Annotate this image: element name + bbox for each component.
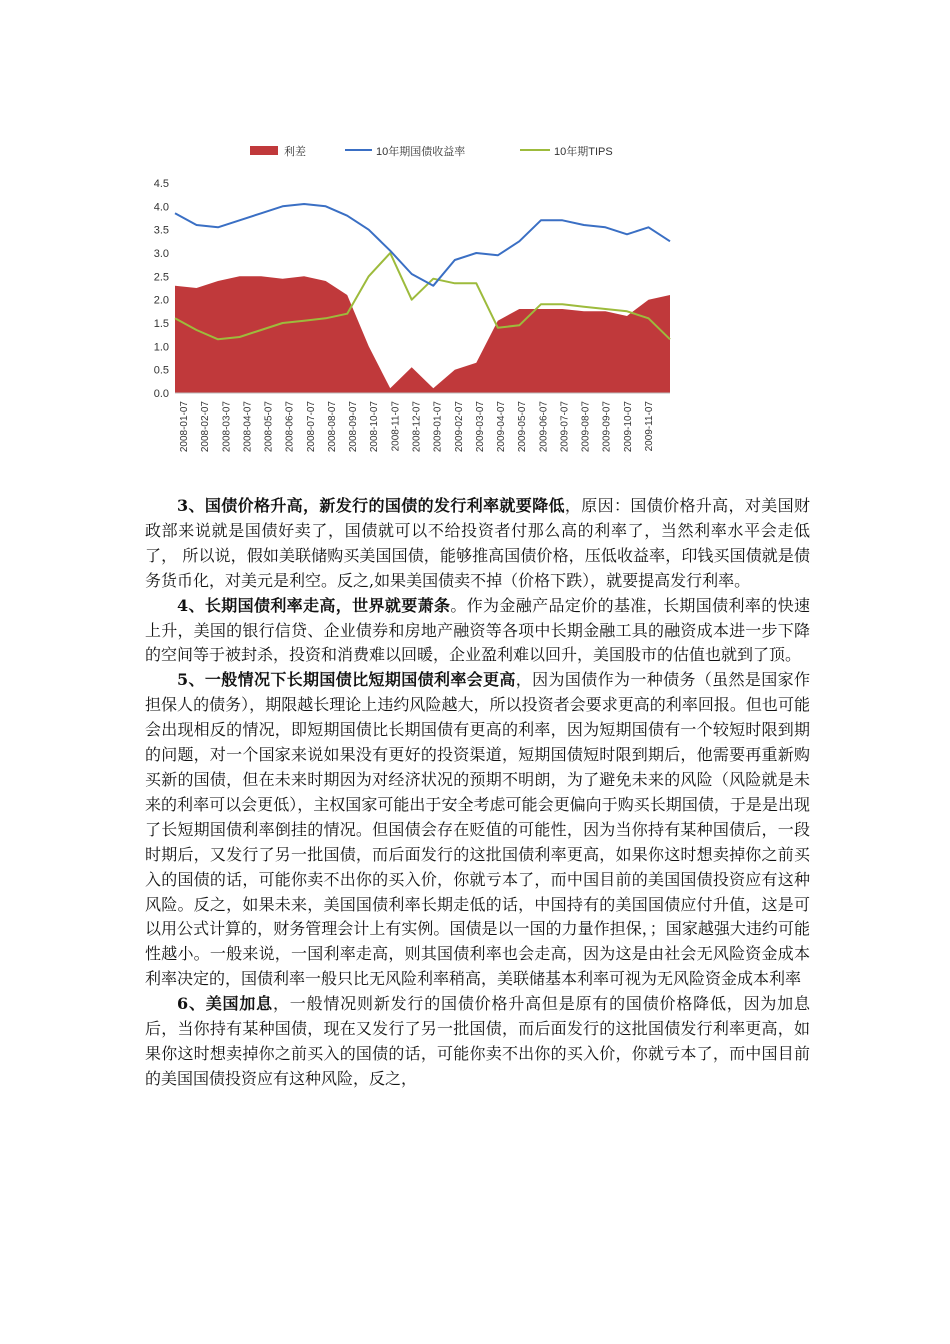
paragraph-6 [145,992,810,1092]
paragraph-5 [145,668,810,992]
x-tick-label: 2009-10-07 [622,401,634,453]
paragraph-6-heading: 6、美国加息 [177,994,273,1014]
paragraph-5-text: ，因为国债作为一种债务（虽然是国家作担保人的债务），期限越长理论上违约风险越大，所以投资者会要求更高的利率回报。但也可能会出现相反的情况，即短期国债比长期国债有更高的利率，因为短期国债有一个较短时限到期的问题，对一个国家来说如果没有更好的投资渠道，短期国债短时限到期后，他需要再重新购买新的国债，但在未来时期因为对经济状况的预期不明朗，为了避免未来的风险（风险就是未来的利率可以会更低），主权国家可能出于安全考虑可能会更偏向于购买长期国债，于是是出现了长短期国债利率倒挂的情况。但国债会存在贬值的可能性，因为当你持有某种国债后，一段时期后，又发行了另一批国债，而后面发行的这批国债利率更高，如果你这时想卖掉你之前买入的国债的话，可能你卖不出你的买入价，你就亏本了，而中国目前的美国国债投资应有这种风险。反之，如果未来，美国国债利率长期走低的话，中国持有的美国国债应付升值，这是可以用公式计算的，财务管理会计上有实例。国债是以一国的力量作担保，；国家越强大违约可能性越小。一般来说，一国利率走高，则其国债利率也会走高，因为这是由社会无风险资金成本利率决定的，国债利率一般只比无风险利率稍高，美联储基本利率可视为无风险资金成本利率 [145,670,810,989]
paragraph-4-text: 。作为金融产品定价的基准，长期国债利率的快速上升，美国的银行信贷、企业债券和房地产融资等各项中长期金融工具的融资成本进一步下降的空间等于被封杀，投资和消费难以回暖，企业盈利难以回升，美国股市的估值也就到了顶。 [145,595,810,665]
plot-area [175,204,670,393]
chart-legend [250,144,613,158]
x-tick-label: 2008-04-07 [242,401,254,453]
series-line-nominal [175,204,670,286]
y-tick-label: 2.5 [153,271,169,284]
y-tick-label: 3.0 [153,248,169,260]
x-tick-label: 2008-09-07 [348,401,360,453]
yield-spread-chart [140,138,695,478]
paragraph-6-text: ，一般情况则新发行的国债价格升高但是原有的国债价格降低，因为加息后，当你持有某种国债，现在又发行了另一批国债，而后面发行的这批国债发行利率更高，如果你这时想卖掉你之前买入的国债的话，可能你卖不出你的买入价，你就亏本了，而中国目前的美国国债投资应有这种风险，反之， [145,994,810,1088]
paragraph-4 [145,594,810,669]
x-tick-label: 2009-11-07 [644,401,655,452]
x-tick-label: 2008-11-07 [390,401,402,452]
y-tick-label: 0.0 [153,388,169,400]
x-tick-label: 2008-06-07 [284,401,296,453]
x-tick-label: 2009-06-07 [538,401,550,453]
y-axis [154,178,169,400]
paragraph-3-text: ，原因：国债价格升高，对美国财政部来说就是国债好卖了，国债就可以不给投资者付那么高的利率了，当然利率水平会走低了， 所以说，假如美联储购买美国国债，能够推高国债价格，压低收益率，印钱买国债就是债务货币化，对美元是利空。反之,如果美国债卖不掉（价格下跌），就要提高发行利率。 [145,496,810,590]
y-tick-label: 4.0 [153,201,169,214]
legend-label-tips: 10年期TIPS [554,146,613,158]
x-tick-label: 2008-01-07 [179,401,190,453]
y-tick-label: 2.0 [153,294,169,307]
x-tick-label: 2009-03-07 [474,401,486,453]
x-tick-label: 2008-12-07 [411,401,423,453]
y-tick-label: 4.5 [153,178,169,190]
x-axis [179,401,655,453]
x-tick-label: 2009-01-07 [432,401,444,453]
x-tick-label: 2008-03-07 [221,401,233,453]
legend-label-spread: 利差 [284,146,306,158]
legend-swatch-spread [250,146,278,155]
y-tick-label: 3.5 [153,224,169,237]
x-tick-label: 2009-07-07 [559,401,571,453]
x-tick-label: 2009-08-07 [580,401,592,453]
article-body [145,494,810,1092]
x-tick-label: 2008-07-07 [305,401,317,453]
paragraph-5-heading: 5、一般情况下长期国债比短期国债利率会更高 [177,670,516,690]
paragraph-3 [145,494,810,594]
y-tick-label: 0.5 [153,364,169,377]
x-tick-label: 2009-09-07 [601,401,613,453]
x-tick-label: 2009-02-07 [453,401,465,453]
paragraph-4-heading: 4、长期国债利率走高，世界就要萧条 [177,595,451,615]
x-tick-label: 2008-10-07 [369,401,381,453]
paragraph-3-heading: 3、国债价格升高，新发行的国债的发行利率就要降低 [177,496,565,515]
x-tick-label: 2008-05-07 [263,401,275,453]
x-tick-label: 2008-02-07 [200,401,212,453]
legend-label-nominal: 10年期国债收益率 [376,146,466,158]
x-tick-label: 2008-08-07 [326,401,338,453]
y-tick-label: 1.0 [153,341,169,354]
y-tick-label: 1.5 [153,318,169,330]
x-tick-label: 2009-05-07 [517,401,529,453]
x-tick-label: 2009-04-07 [496,401,508,453]
